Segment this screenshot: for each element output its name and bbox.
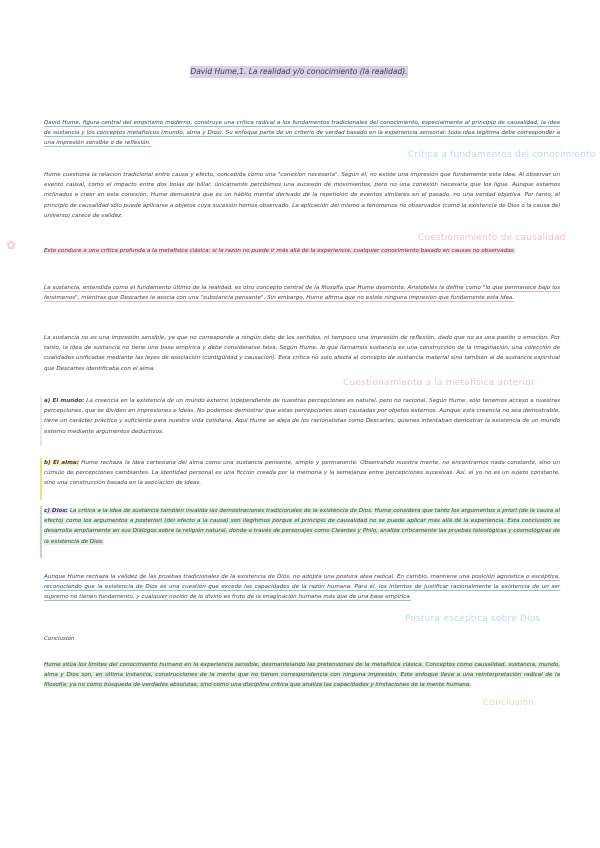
margin-note-causalidad: Cuestionamiento de causalidad [418,233,566,243]
god-text: La crítica a la idea de sustancia también invalida las demostraciones tradicionales de la existencia de Dios. Hume considera que tanto los argumentos a priori (de la causa al efecto) como los argumentos a posteriori (del efecto a la causa) son ilegítimos porque el principio de causalidad no se puede aplicar más allá de la experiencia. Esta conclusión se desarrolla ampliamente en sus Diálogos sobre la religión natural, donde a través de personajes como Cleantes y Philo, analiza críticamente las pruebas teleológicas y cosmológicas de la existencia de Dios. [44,508,560,545]
conclusion-text: Hume sitúa los límites del conocimiento humano en la experiencia sensible, desmantelando las pretensiones de la metafísica clásica. Conceptos como causalidad, sustancia, mundo, alma y Dios son, en última instancia, construcciones de la mente que no tienen correspondencia con ninguna impresión. Este enfoque lleva a una reinterpretación radical de la filosofía: ya no como búsqueda de verdades absolutas, sino como una disciplina crítica que analiza las capacidades y limitaciones de la mente humana. [44,662,560,689]
soul-text: Hume rechaza la idea cartesiana del alma como una sustancia pensante, simple y permanente. Observando nuestra mente, no encontramos nada constante, sino un cúmulo de percepciones cambiantes. La identidad personal es una ficción creada por la memoria y la semejanza entre percepciones sucesivas. Así, el yo no es un sujeto constante, sino una construcción basada en la asociación de ideas. [44,460,560,487]
conclusion-heading-text: Conclusión [44,636,75,642]
soul-label: b) El alma: [44,460,79,466]
soul-bar [40,458,42,500]
causality-paragraph [44,170,560,221]
substance-paragraph [44,283,560,303]
god-label: c) Dios: [44,508,68,514]
world-text: La creencia en la existencia de un mundo externo independiente de nuestras percepciones es natural, pero no racional. Según Hume, sólo tenemos acceso a nuestras percepciones, que se dividen en impresiones e ideas. No podemos demostrar que estas percepciones sean causadas por objetos externos. Aunque esta creencia no sea demostrable, tiene un carácter práctico y suficiente para nuestra vida cotidiana. Aquí Hume se aleja de los racionalistas como Descartes, quienes intentaban demostrar la existencia de un mundo externo mediante argumentos deductivos. [44,398,561,435]
god-bar [40,506,42,558]
substance-critique-paragraph [44,333,560,374]
skeptic-text: Aunque Hume rechaza la validez de las pruebas tradicionales de la existencia de Dios, no adopta una postura atea radical. En cambio, mantiene una posición agnóstica o escéptica, reconociendo que la existencia de Dios es una cuestión que excede las capacidades de la razón humana. Para él, los intentos de justificar racionalmente la existencia de un ser supremo no tienen fundamento, y cualquier noción de lo divino es fruto de la imaginación humana más que de una base empírica. [44,574,560,601]
world-paragraph [44,396,560,437]
intro-paragraph [44,118,560,149]
metaphysics-paragraph [44,246,560,256]
causality-text: Hume cuestiona la relación tradicional entre causa y efecto, concebida como una "conexión necesaria". Según él, no existe una impresión que fundamente esta idea. Al observar un evento causal, como el impacto entre dos bolas de billar, únicamente percibimos una sucesión de movimientos, pero no una conexión necesaria que los ligue. Aunque estamos inclinados a creer en esta conexión, Hume demuestra que es un hábito mental derivado de la repetición de eventos similares en el pasado, no una verdad objetiva. Por tanto, el principio de causalidad sólo puede aplicarse a objetos cuya sucesión hemos observado. La aplicación del mismo a fenómenos no observados (como la existencia de Dios o la causa del universo) carece de validez. [44,172,560,219]
conclusion-heading [44,634,560,644]
substance-critique-text: La sustancia no es una impresión sensible, ya que no corresponde a ningún dato de los sentidos, ni tampoco una impresión de reflexión, dado que no es una pasión o emoción. Por tanto, la idea de sustancia no tiene una base empírica y debe considerarse falsa. Según Hume, lo que llamamos sustancia es una construcción de la imaginación, una colección de cualidades unificadas mediante las leyes de asociación (contigüidad y causación). Esta crítica no solo afecta al concepto de sustancia material sino también al de sustancia espiritual que Descartes identificaba con el alma. [44,335,560,372]
margin-note-dios: Postura escéptica sobre Dios [405,614,541,624]
document-title: David Hume,1. La realidad y/o conocimiento (la realidad). [190,67,408,76]
conclusion-paragraph [44,660,560,691]
soul-paragraph [44,458,560,489]
pink-doodle-icon: ✿ [6,238,17,252]
metaphysics-text: Esto conduce a una crítica profunda a la metafísica clásica: si la razón no puede ir más allá de la experiencia, cualquier conocimiento basado en causas no observadas. [44,248,516,254]
god-paragraph [44,506,560,547]
margin-note-critica: Crítica a fundamentos del conocimiento [408,150,596,160]
margin-note-metafisica: Cuestionamiento a la metafísica anterior [343,378,535,388]
world-label: a) El mundo: [44,398,85,404]
substance-text: La sustancia, entendida como el fundamento último de la realidad, es otro concepto central de la filosofía que Hume desmonta. Aristóteles la define como "lo que permanece bajo los fenómenos", mientras que Descartes la asocia con una "substancia pensante". Sin embargo, Hume afirma que no existe ninguna impresión que fundamente esta idea. [44,285,560,302]
world-bar [40,396,42,446]
margin-note-conclusion: Conclusión [483,698,535,708]
skeptic-paragraph [44,572,560,603]
intro-text: David Hume, figura central del empirismo moderno, construye una crítica radical a los fundamentos tradicionales del conocimiento, especialmente al principio de causalidad, la idea de sustancia y los conceptos metafísicos (mundo, alma y Dios). Su enfoque parte de un criterio de verdad basado en la experiencia sensorial: toda idea legítima debe corresponder a una impresión sensible o de reflexión. [44,120,560,147]
